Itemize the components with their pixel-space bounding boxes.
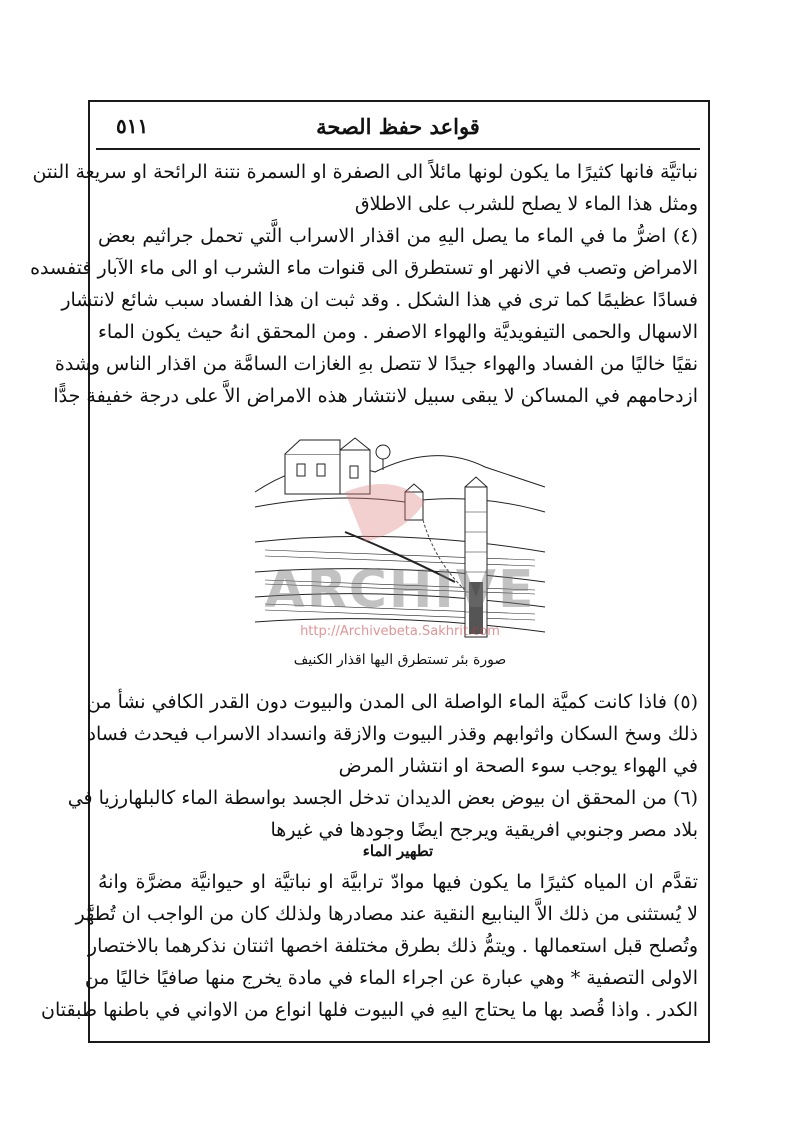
watermark-logo: ARCHIVE xyxy=(264,560,536,620)
figure-caption: صورة بئر تستطرق اليها اقذار الكنيف xyxy=(293,652,507,668)
text-line: (٤) اضرُّ ما في الماء ما يصل اليهِ من اقذار الاسراب الَّتي تحمل جراثيم بعض xyxy=(98,225,698,247)
watermark-url: http://Archivebeta.Sakhrit.com xyxy=(300,624,500,639)
text-line: بلاد مصر وجنوبي افريقية ويرجح ايضًا وجودها في غيرها xyxy=(270,819,698,841)
text-line: فسادًا عظيمًا كما ترى في هذا الشكل . وقد ثبت ان هذا الفساد سبب شائع لانتشار xyxy=(61,289,698,311)
text-line: نباتيَّة فانها كثيرًا ما يكون لونها مائلاً الى الصفرة او السمرة نتنة الرائحة او سريعة النتن xyxy=(32,161,698,183)
text-line: نقيًا خاليًا من الفساد والهواء جيدًا لا تتصل بهِ الغازات السامَّة من اقذار الناس وشدة xyxy=(54,353,698,375)
text-line: ازدحامهم في المساكن لا يبقى سبيل لانتشار هذه الامراض الاَّ على درجة خفيفة جدًّا xyxy=(53,385,698,407)
text-line: الامراض وتصب في الانهر او تستطرق الى قنوات ماء الشرب او الى ماء الآبار فتفسده xyxy=(30,257,698,279)
text-line: ذلك وسخ السكان واثوابهم وقذر البيوت والازقة وانسداد الاسراب فيحدث فساد xyxy=(87,723,698,745)
text-line: الاولى التصفية * وهي عبارة عن اجراء الماء في مادة يخرج منها صافيًا خاليًا من xyxy=(84,967,698,989)
text-line: في الهواء يوجب سوء الصحة او انتشار المرض xyxy=(338,755,698,777)
text-line: وتُصلح قبل استعمالها . ويتمُّ ذلك بطرق مختلفة اخصها اثنتان نذكرهما بالاختصار xyxy=(87,935,698,957)
running-title: قواعد حفظ الصحة xyxy=(316,114,480,139)
page-header xyxy=(98,112,698,144)
section-heading: تطهير الماء xyxy=(362,842,434,860)
middle-paragraphs xyxy=(67,686,698,846)
text-line: ومثل هذا الماء لا يصلح للشرب على الاطلاق xyxy=(354,193,698,215)
bottom-paragraphs xyxy=(41,866,698,1026)
text-line: الاسهال والحمى التيفويديَّة والهواء الاصفر . ومن المحقق انهُ حيث يكون الماء xyxy=(98,321,698,343)
text-line: (٦) من المحقق ان بيوض بعض الديدان تدخل الجسد بواسطة الماء كالبلهارزيا في xyxy=(67,787,698,809)
text-line: تقدَّم ان المياه كثيرًا ما يكون فيها موادّ ترابيَّة او نباتيَّة او حيوانيَّة مضرَّة وانهُ xyxy=(98,871,698,893)
text-line: الكدر . واذا قُصد بها ما يحتاج اليهِ في البيوت فلها انواع من الاواني في باطنها طبقتان xyxy=(41,999,698,1021)
text-line: (٥) فاذا كانت كميَّة الماء الواصلة الى المدن والبيوت دون القدر الكافي نشأ من xyxy=(86,691,698,713)
page-number: ٥١١ xyxy=(116,114,149,138)
header-rule xyxy=(96,148,700,150)
text-line: لا يُستثنى من ذلك الاَّ الينابيع النقية عند مصادرها ولذلك كان من الواجب ان تُطهَّر xyxy=(75,903,698,925)
top-paragraphs xyxy=(30,156,698,412)
